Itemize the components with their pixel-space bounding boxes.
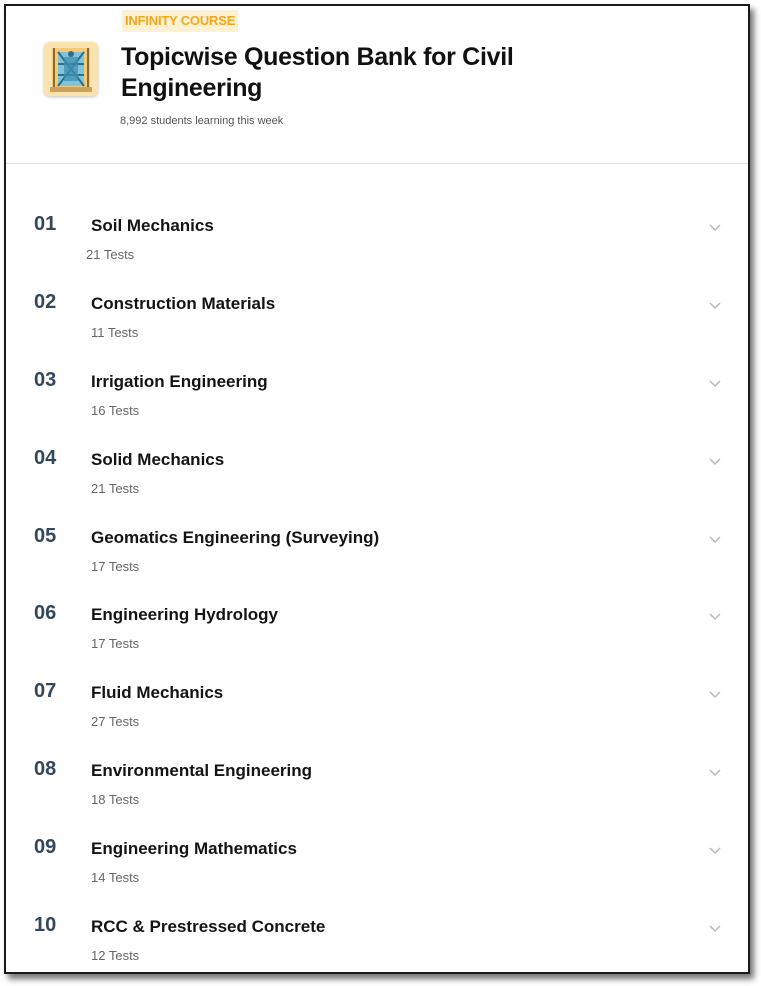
chapter-list	[6, 211, 748, 974]
chapter-number: 05	[34, 524, 57, 547]
chapter-number: 03	[34, 368, 57, 391]
chapter-test-count: 18 Tests	[91, 792, 140, 808]
chapter-title: Fluid Mechanics	[91, 683, 224, 703]
chapter-title: Solid Mechanics	[91, 449, 225, 469]
chapter-number: 02	[34, 290, 57, 313]
chapter-title: Irrigation Engineering	[91, 371, 268, 391]
chapter-test-count: 17 Tests	[91, 558, 140, 574]
chapter-number: 08	[34, 758, 57, 781]
chapter-title: Soil Mechanics	[91, 216, 214, 235]
chapter-title: Geomatics Engineering (Surveying)	[91, 527, 380, 547]
course-type-badge: INFINITY COURSE	[122, 10, 238, 32]
chapter-title: Engineering Mathematics	[91, 839, 297, 859]
chapter-title: RCC & Prestressed Concrete	[91, 917, 326, 937]
chapter-test-count: 14 Tests	[91, 870, 140, 886]
chapter-item[interactable]	[6, 756, 748, 834]
chapter-item[interactable]	[6, 834, 748, 912]
chapter-item[interactable]	[6, 523, 748, 601]
chevron-down-icon[interactable]	[708, 378, 722, 388]
chevron-down-icon[interactable]	[708, 300, 722, 310]
chapter-title: Construction Materials	[91, 293, 276, 313]
chapter-item[interactable]	[6, 678, 748, 756]
chapter-test-count: 17 Tests	[91, 636, 140, 652]
chapter-test-count: 16 Tests	[91, 402, 140, 418]
chevron-down-icon[interactable]	[708, 534, 722, 544]
chapter-item[interactable]	[6, 600, 748, 678]
chapter-item[interactable]	[6, 211, 748, 289]
chapter-title: Environmental Engineering	[91, 761, 313, 781]
chapter-number: 04	[34, 446, 57, 469]
chapter-number: 06	[34, 602, 57, 625]
chevron-down-icon[interactable]	[708, 456, 722, 466]
chevron-down-icon[interactable]	[708, 611, 722, 621]
course-title: Topicwise Question Bank for Civil Engineering	[121, 43, 514, 102]
chevron-down-icon[interactable]	[708, 923, 722, 933]
chapter-test-count: 21 Tests	[91, 480, 140, 496]
chevron-down-icon[interactable]	[708, 845, 722, 855]
chapter-item[interactable]	[6, 912, 748, 974]
chapter-item[interactable]	[6, 445, 748, 523]
chapter-item[interactable]	[6, 289, 748, 367]
chapter-item[interactable]	[6, 367, 748, 445]
course-card	[4, 4, 750, 974]
chapter-test-count: 11 Tests	[91, 324, 139, 340]
chapter-number: 07	[34, 680, 57, 703]
chevron-down-icon[interactable]	[708, 222, 722, 232]
chapter-number: 09	[34, 836, 57, 859]
chevron-down-icon[interactable]	[708, 767, 722, 777]
chapter-test-count: 27 Tests	[91, 714, 140, 730]
chapter-test-count: 12 Tests	[91, 948, 140, 964]
chapter-title: Engineering Hydrology	[91, 605, 279, 625]
chevron-down-icon[interactable]	[708, 689, 722, 699]
learners-count: 8,992 students learning this week	[120, 115, 284, 127]
chapter-number: 10	[34, 914, 57, 937]
chapter-number: 01	[34, 213, 57, 235]
course-header	[6, 6, 748, 164]
chapter-test-count: 21 Tests	[86, 247, 135, 262]
building-scaffold-icon	[44, 42, 98, 96]
